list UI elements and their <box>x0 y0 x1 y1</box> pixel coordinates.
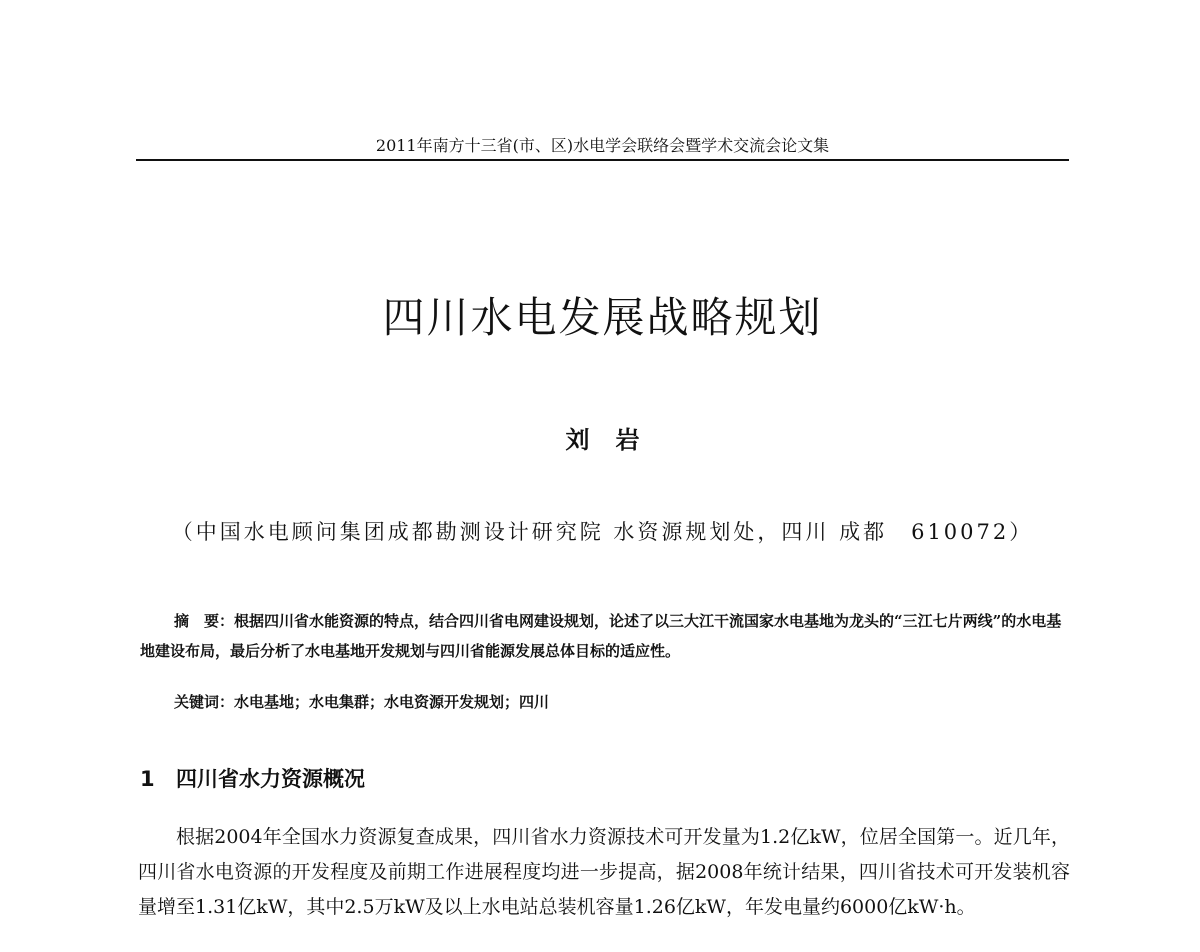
keywords-label: 关键词： <box>174 693 235 711</box>
running-header: 2011年南方十三省(市、区)水电学会联络会暨学术交流会论文集 <box>375 136 830 155</box>
section-heading <box>140 764 365 794</box>
keywords <box>174 688 549 716</box>
section-title: 四川省水力资源概况 <box>176 767 365 791</box>
paper-title: 四川水电发展战略规划 <box>382 293 823 342</box>
author-affiliation: （中国水电顾问集团成都勘测设计研究院 水资源规划处，四川 成都 610072） <box>171 520 1034 544</box>
author-name: 刘岩 <box>565 425 666 454</box>
abstract <box>140 606 1070 666</box>
header-rule <box>136 159 1069 161</box>
abstract-text: 根据四川省水能资源的特点，结合四川省电网建设规划，论述了以三大江干流国家水电基地为龙头的“三江七片两线”的水电基地建设布局，最后分析了水电基地开发规划与四川省能源发展总体目标的适应性。 <box>140 612 1062 660</box>
section-number: 1 <box>140 767 155 791</box>
body-paragraph: 根据2004年全国水力资源复查成果，四川省水力资源技术可开发量为1.2亿kW，位居全国第一。近几年，四川省水电资源的开发程度及前期工作进展程度均进一步提高，据2008年统计结果，四川省技术可开发装机容量增至1.31亿kW，其中2.5万kW及以上水电站总装机容量1.26亿kW，年发电量约6000亿kW·h。 <box>138 826 1070 918</box>
keywords-text: 水电基地；水电集群；水电资源开发规划；四川 <box>234 693 550 711</box>
body-text <box>138 820 1070 925</box>
abstract-label: 摘 要： <box>174 612 235 630</box>
abstract-paragraph <box>140 606 1070 666</box>
